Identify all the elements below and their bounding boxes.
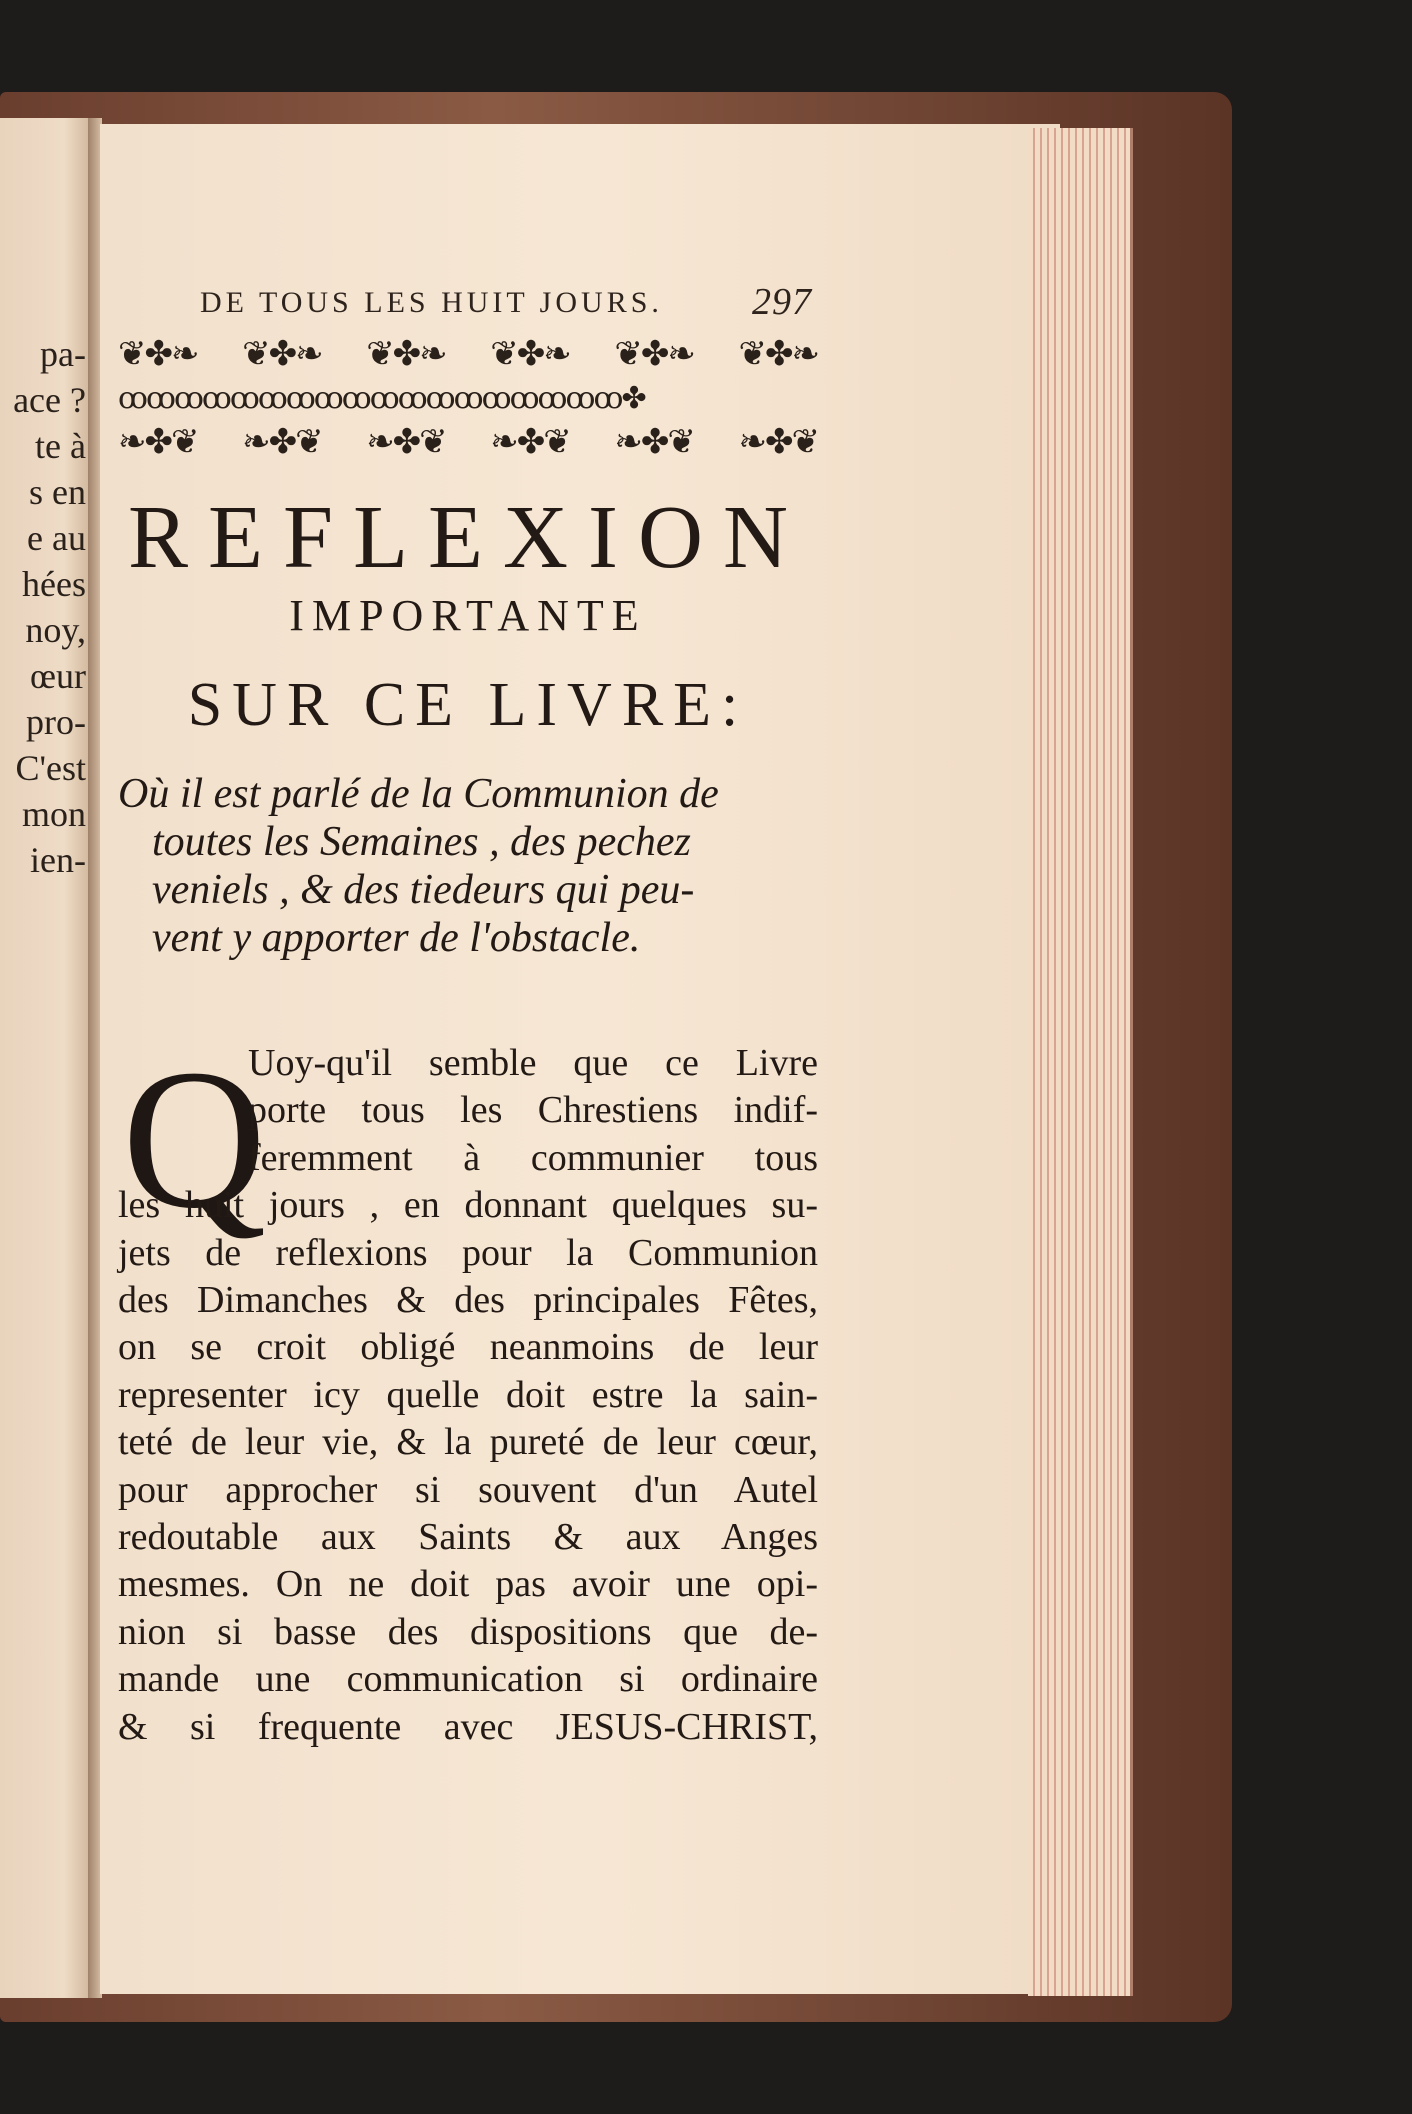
subtitle-line: veniels , & des tiedeurs qui peu-	[152, 867, 695, 913]
body-line: redoutable aux Saints & aux Anges	[118, 1516, 818, 1559]
ornament-motif: ❦✤❧	[242, 336, 322, 372]
subtitle	[118, 770, 818, 962]
left-page	[0, 118, 92, 1998]
ornament-row-3	[118, 424, 818, 460]
heading-main: REFLEXION	[128, 488, 808, 587]
body-line: mesmes. On ne doit pas avoir une opi-	[118, 1563, 818, 1606]
left-fragment: œur	[30, 656, 86, 696]
ornament-motif: ꝏꝏꝏꝏꝏꝏꝏꝏꝏꝏꝏꝏꝏꝏꝏꝏꝏꝏ✤	[118, 381, 645, 415]
body-text	[118, 1029, 818, 1751]
body-line: mande une communication si ordinaire	[118, 1658, 818, 1701]
running-head-title: DE TOUS LES HUIT JOURS.	[200, 286, 663, 319]
body-line: feremment à communier tous	[248, 1136, 818, 1179]
page-number: 297	[752, 281, 812, 323]
body-line: on se croit obligé neanmoins de leur	[118, 1326, 818, 1369]
body-line: les huit jours , en donnant quelques su-	[118, 1184, 818, 1227]
subtitle-line: Où il est parlé de la Communion de	[118, 771, 719, 817]
body-line: & si frequente avec JESUS-CHRIST,	[118, 1705, 818, 1748]
ornament-motif: ❦✤❧	[738, 336, 818, 372]
left-fragment: hées	[22, 564, 86, 604]
ornament-row-1	[118, 336, 818, 372]
ornament-motif: ❧✤❦	[490, 424, 570, 460]
left-fragment: ien-	[30, 840, 86, 880]
body-line: nion si basse des dispositions que de-	[118, 1610, 818, 1653]
ornament-motif: ❧✤❦	[242, 424, 322, 460]
body-line: pour approcher si souvent d'un Autel	[118, 1468, 818, 1511]
left-fragment: noy,	[25, 610, 86, 650]
ornament-motif: ❧✤❦	[118, 424, 198, 460]
ornament-motif: ❧✤❦	[614, 424, 694, 460]
body-line: porte tous les Chrestiens indif-	[248, 1089, 818, 1132]
body-line: representer icy quelle doit estre la sain-	[118, 1373, 818, 1416]
subtitle-line: vent y apporter de l'obstacle.	[152, 915, 641, 961]
ornament-motif: ❧✤❦	[366, 424, 446, 460]
left-fragment: ace ?	[13, 380, 86, 420]
heading-sub2: SUR CE LIVRE:	[187, 671, 749, 739]
drop-cap: Q	[122, 1029, 267, 1250]
ornament-motif: ❦✤❧	[118, 336, 198, 372]
body-line: jets de reflexions pour la Communion	[118, 1231, 818, 1274]
heading-sub: IMPORTANTE	[289, 591, 647, 640]
ornament-row-2	[118, 380, 818, 416]
left-fragment: C'est	[15, 748, 86, 788]
left-fragment: pro-	[26, 702, 86, 742]
subtitle-line: toutes les Semaines , des pechez	[152, 819, 691, 865]
body-line: Uoy-qu'il semble que ce Livre	[248, 1042, 818, 1084]
ornament-motif: ❦✤❧	[366, 336, 446, 372]
body-line: teté de leur vie, & la pureté de leur cœur,	[118, 1421, 818, 1464]
left-fragment: mon	[21, 794, 86, 834]
left-fragment: s en	[29, 472, 86, 512]
ornament-motif: ❦✤❧	[614, 336, 694, 372]
left-fragment: pa-	[40, 334, 86, 374]
left-fragment: e au	[27, 518, 86, 558]
left-fragment: te à	[35, 426, 86, 466]
ornament-motif: ❧✤❦	[738, 424, 818, 460]
ornament-motif: ❦✤❧	[490, 336, 570, 372]
page-edges	[1028, 128, 1133, 1996]
body-line: des Dimanches & des principales Fêtes,	[118, 1279, 818, 1322]
